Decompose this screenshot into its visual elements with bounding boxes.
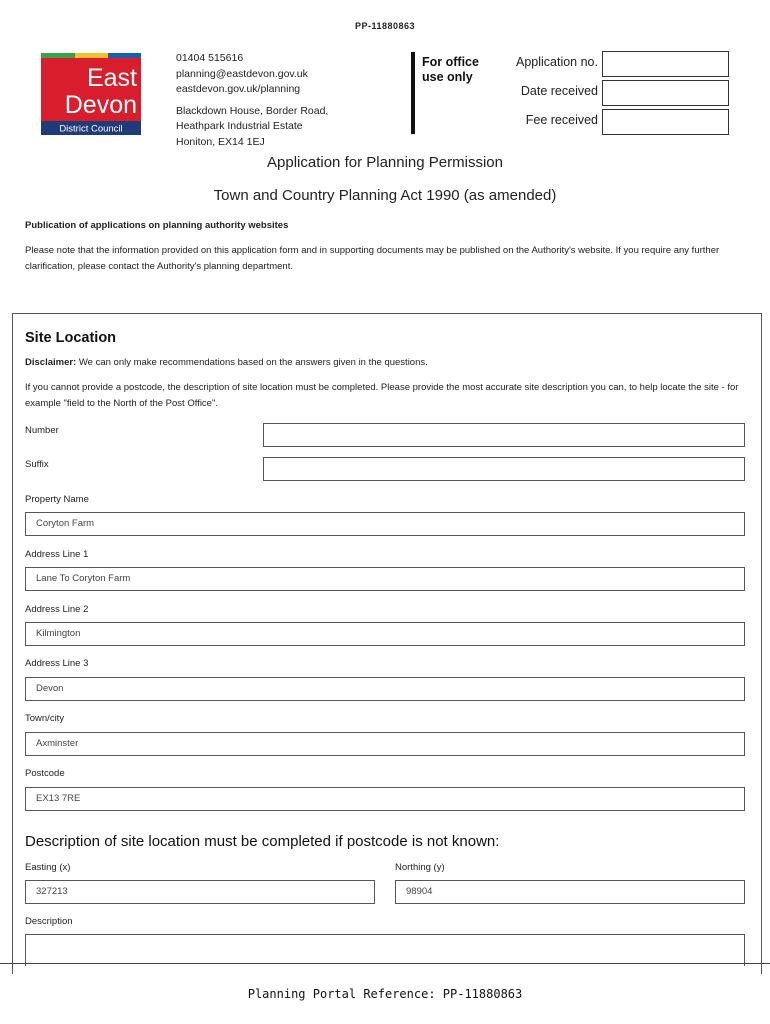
section-title: Site Location <box>25 330 117 346</box>
number-label: Number <box>25 425 59 436</box>
address-line-2-label: Address Line 2 <box>25 604 89 615</box>
property-name-label: Property Name <box>25 494 89 505</box>
contact-address-1: Blackdown House, Border Road, <box>176 104 329 117</box>
description-label: Description <box>25 916 73 927</box>
page-break-rule <box>0 963 770 964</box>
suffix-input[interactable] <box>263 457 745 481</box>
date-received-box[interactable] <box>602 80 729 106</box>
town-input[interactable]: Axminster <box>25 732 745 756</box>
logo-word-devon: Devon <box>64 91 137 119</box>
logo-subtitle: District Council <box>59 123 123 135</box>
date-received-label: Date received <box>520 84 598 98</box>
form-subtitle: Town and Country Planning Act 1990 (as amended) <box>213 187 557 204</box>
easting-input[interactable]: 327213 <box>25 880 375 904</box>
site-instructions: If you cannot provide a postcode, the description of site location must be completed. Please provide the most accurate site description you can, to help locate the site - for example "field to the North of the Post Office". <box>25 382 739 409</box>
disclaimer-label: Disclaimer: <box>25 357 77 368</box>
application-no-label: Application no. <box>515 55 598 69</box>
address-line-1-input[interactable]: Lane To Coryton Farm <box>25 567 745 591</box>
council-contact <box>176 51 328 150</box>
contact-phone: 01404 515616 <box>176 52 244 64</box>
northing-label: Northing (y) <box>395 862 445 873</box>
easting-label: Easting (x) <box>25 862 71 873</box>
address-line-3-label: Address Line 3 <box>25 658 89 669</box>
fee-received-label: Fee received <box>525 113 598 127</box>
publication-heading: Publication of applications on planning authority websites <box>25 220 289 231</box>
application-no-box[interactable] <box>602 51 729 77</box>
logo-stripe-yellow <box>75 53 108 58</box>
northing-input[interactable]: 98904 <box>395 880 745 904</box>
number-input[interactable] <box>263 423 745 447</box>
office-divider <box>411 52 415 134</box>
office-use-line-2: use only <box>422 70 473 84</box>
fee-received-box[interactable] <box>602 109 729 135</box>
reference-number: PP-11880863 <box>354 21 416 31</box>
disclaimer <box>25 355 745 371</box>
contact-web: eastdevon.gov.uk/planning <box>176 83 301 95</box>
description-textarea[interactable] <box>25 934 745 966</box>
town-label: Town/city <box>25 713 65 724</box>
description-heading: Description of site location must be completed if postcode is not known: <box>25 833 500 850</box>
address-line-3-input[interactable]: Devon <box>25 677 745 701</box>
contact-address-2: Heathpark Industrial Estate <box>176 120 303 132</box>
disclaimer-text: We can only make recommendations based on the answers given in the questions. <box>76 357 428 368</box>
office-use-label <box>422 55 479 85</box>
publication-text: Please note that the information provided on this application form and in supporting documents may be published on the Authority's website. If you require any further clarification, please contact the Authority's planning department. <box>25 245 720 272</box>
postcode-input[interactable]: EX13 7RE <box>25 787 745 811</box>
logo-word-east: East <box>86 64 137 92</box>
contact-email: planning@eastdevon.gov.uk <box>176 67 308 80</box>
contact-address-3: Honiton, EX14 1EJ <box>176 135 265 148</box>
address-line-1-label: Address Line 1 <box>25 549 89 560</box>
form-title: Application for Planning Permission <box>267 154 503 171</box>
logo-stripe-blue <box>108 53 141 58</box>
office-use-line-1: For office <box>422 55 479 69</box>
logo-stripe-green <box>41 53 75 58</box>
east-devon-logo <box>41 53 141 135</box>
property-name-input[interactable]: Coryton Farm <box>25 512 745 536</box>
address-line-2-input[interactable]: Kilmington <box>25 622 745 646</box>
suffix-label: Suffix <box>25 459 49 470</box>
footer-reference: Planning Portal Reference: PP-11880863 <box>247 987 523 1001</box>
postcode-label: Postcode <box>25 768 65 779</box>
